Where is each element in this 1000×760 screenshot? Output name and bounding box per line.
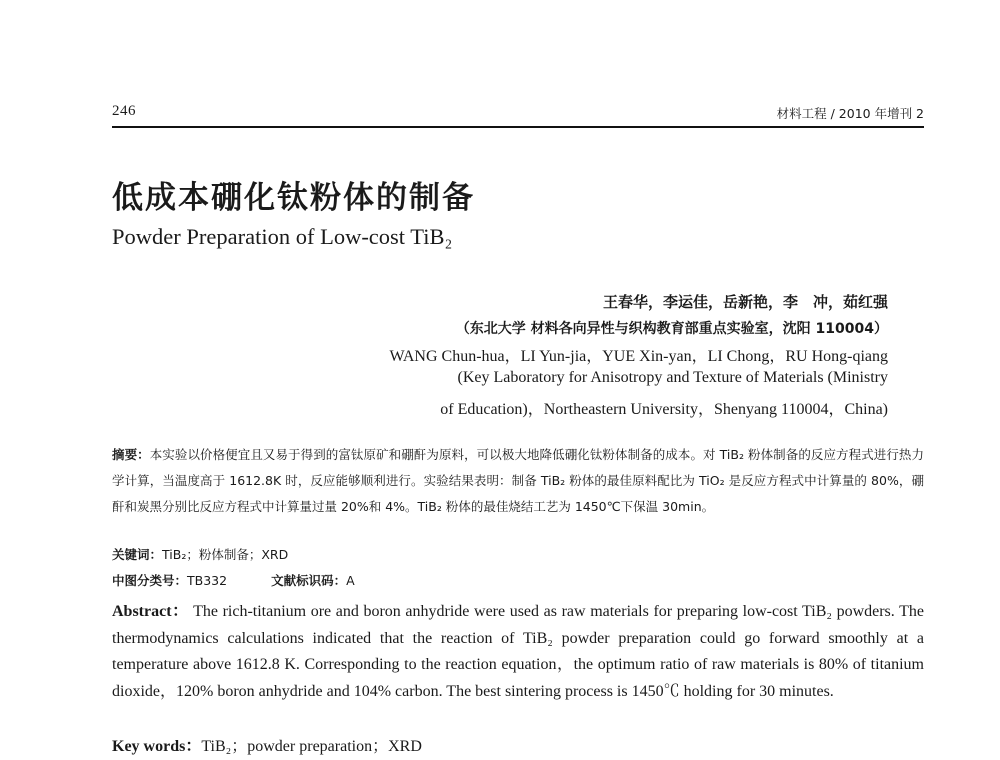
clc-value: TB332 xyxy=(187,573,228,588)
abstract-english-text: The rich-titanium ore and boron anhydride were used as raw materials for preparing low-cost TiB₂ powders. The thermodynamics calculations indicated that the reaction of TiB₂ powder preparation could go forward smoothly at a temperature above 1612.8 K. Corresponding to the reaction equation，the optimum ratio of raw materials is 80% of titanium dioxide，120% boron anhydride and 104% carbon. The best sintering process is 1450℃ holding for 30 minutes. xyxy=(112,603,924,700)
abstract-chinese-text: 本实验以价格便宜且又易于得到的富钛原矿和硼酐为原料，可以极大地降低硼化钛粉体制备的成本。对 TiB₂ 粉体制备的反应方程式进行热力学计算，当温度高于 1612.8K 时，反应能够顺利进行。实验结果表明：制备 TiB₂ 粉体的最佳原料配比为 TiO₂ 是反应方程式中计算量的 80%，硼酐和炭黑分别比反应方程式中计算量过量 20%和 4%。TiB₂ 粉体的最佳烧结工艺为 1450℃下保温 30min。 xyxy=(112,447,924,514)
keywords-chinese-label: 关键词： xyxy=(112,547,163,562)
title-english: Powder Preparation of Low-cost TiB₂ xyxy=(112,224,453,249)
affiliation-english-line1: (Key Laboratory for Anisotropy and Texture of Materials (Ministry xyxy=(457,369,888,386)
keywords-chinese-text: TiB₂；粉体制备；XRD xyxy=(162,547,289,562)
clc-label: 中图分类号： xyxy=(112,573,188,588)
doc-code-value: A xyxy=(346,573,355,588)
running-header xyxy=(112,103,924,125)
keywords-english xyxy=(112,733,422,756)
keywords-chinese xyxy=(112,545,288,563)
authors-english: WANG Chun-hua，LI Yun-jia，YUE Xin-yan，LI Chong，RU Hong-qiang xyxy=(389,348,888,365)
classification-line xyxy=(112,571,355,589)
doc-code-label: 文献标识码： xyxy=(271,573,347,588)
abstract-chinese-label: 摘要： xyxy=(112,447,150,462)
keywords-english-label: Key words： xyxy=(112,738,202,755)
abstract-chinese xyxy=(112,442,924,520)
keywords-english-text: TiB₂；powder preparation；XRD xyxy=(201,738,422,755)
authors-chinese: 王春华，李运佳，岳新艳，李 冲，茹红强 xyxy=(602,293,888,311)
affiliation-chinese: （东北大学 材料各向异性与织构教育部重点实验室，沈阳 110004） xyxy=(455,321,888,337)
title-chinese: 低成本硼化钛粉体的制备 xyxy=(112,180,475,216)
page-number: 246 xyxy=(112,103,136,119)
header-rule xyxy=(112,126,924,128)
abstract-english xyxy=(112,599,924,705)
journal-issue: 材料工程 / 2010 年增刊 2 xyxy=(776,106,924,121)
affiliation-english-line2: of Education)，Northeastern University，Shenyang 110004，China) xyxy=(440,401,888,418)
abstract-english-label: Abstract： xyxy=(112,603,189,620)
